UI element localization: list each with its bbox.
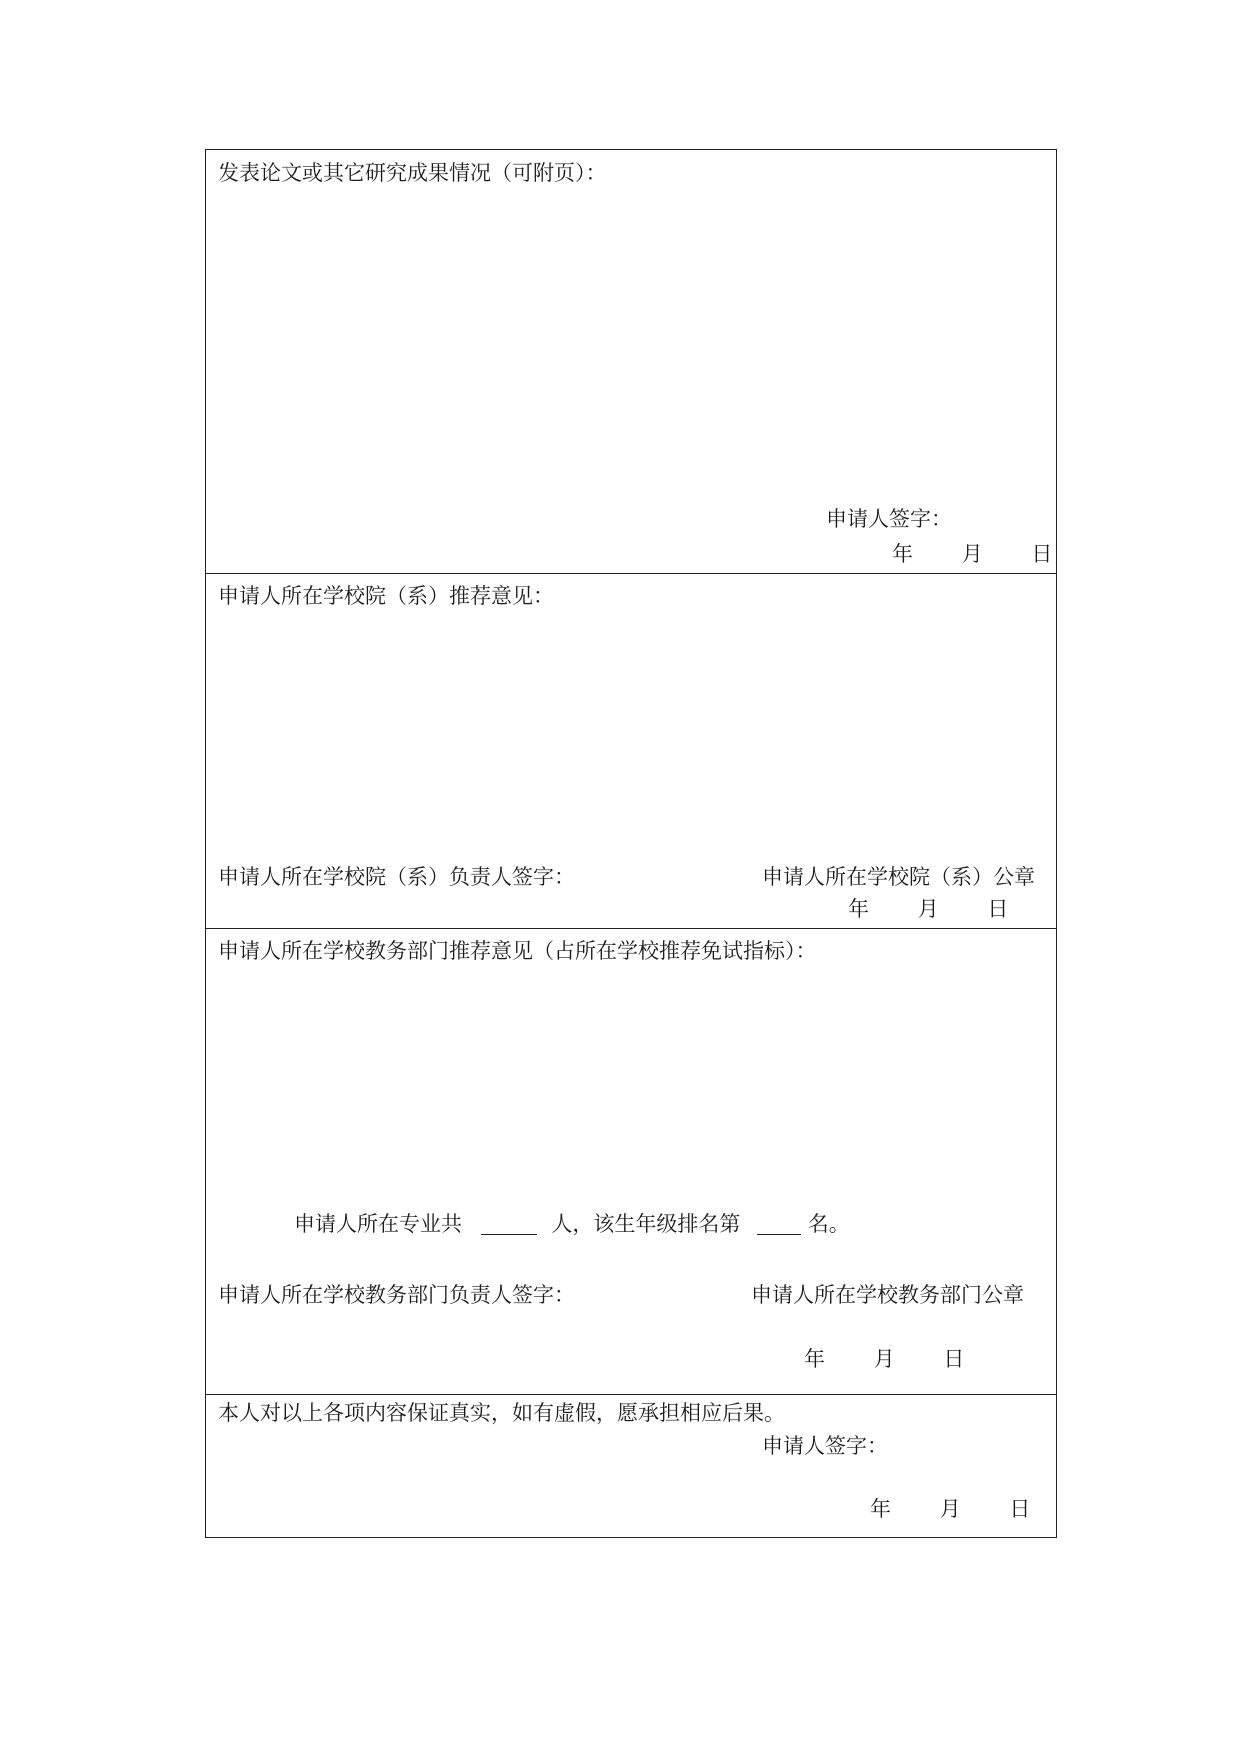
date-year: 年: [892, 542, 913, 566]
academic-affairs-date: [804, 1349, 964, 1370]
ranking-suffix: 名。: [807, 1212, 850, 1236]
date-month: 月: [961, 542, 983, 566]
date-day: 日: [1031, 542, 1053, 566]
declaration-statement: 本人对以上各项内容保证真实，如有虚假，愿承担相应后果。: [218, 1401, 785, 1425]
applicant-signature-label: 申请人签字：: [762, 1434, 888, 1458]
ranking-line: [294, 1214, 850, 1235]
academic-affairs-heading: 申请人所在学校教务部门推荐意见（占所在学校推荐免试指标）：: [218, 939, 817, 963]
date-month: 月: [939, 1497, 961, 1521]
date-day: 日: [1009, 1497, 1031, 1521]
date-year: 年: [870, 1497, 891, 1521]
department-date: [848, 899, 1008, 920]
department-seal-label: 申请人所在学校院（系）公章: [762, 865, 1035, 889]
declaration-date: [870, 1499, 1030, 1520]
date-month: 月: [873, 1347, 895, 1371]
applicant-signature-label: 申请人签字：: [826, 507, 952, 531]
department-heading: 申请人所在学校院（系）推荐意见：: [218, 584, 554, 608]
date-year: 年: [848, 897, 869, 921]
academic-affairs-head-signature-label: 申请人所在学校教务部门负责人签字：: [218, 1283, 575, 1307]
application-form-table: [205, 149, 1057, 1538]
achievements-section: [206, 150, 1056, 573]
date-day: 日: [943, 1347, 965, 1371]
rank-blank[interactable]: [757, 1214, 801, 1235]
major-count-blank[interactable]: [481, 1214, 537, 1235]
department-recommendation-section: [206, 573, 1056, 928]
date-day: 日: [987, 897, 1009, 921]
academic-affairs-section: [206, 928, 1056, 1394]
declaration-section: [206, 1394, 1056, 1539]
date-month: 月: [917, 897, 939, 921]
academic-affairs-seal-label: 申请人所在学校教务部门公章: [751, 1283, 1024, 1307]
department-head-signature-label: 申请人所在学校院（系）负责人签字：: [218, 865, 575, 889]
date-year: 年: [804, 1347, 825, 1371]
achievements-heading: 发表论文或其它研究成果情况（可附页）：: [218, 161, 607, 185]
ranking-middle: 人，该生年级排名第: [551, 1212, 741, 1236]
achievements-date: [892, 544, 1052, 565]
ranking-prefix: 申请人所在专业共: [294, 1212, 462, 1236]
